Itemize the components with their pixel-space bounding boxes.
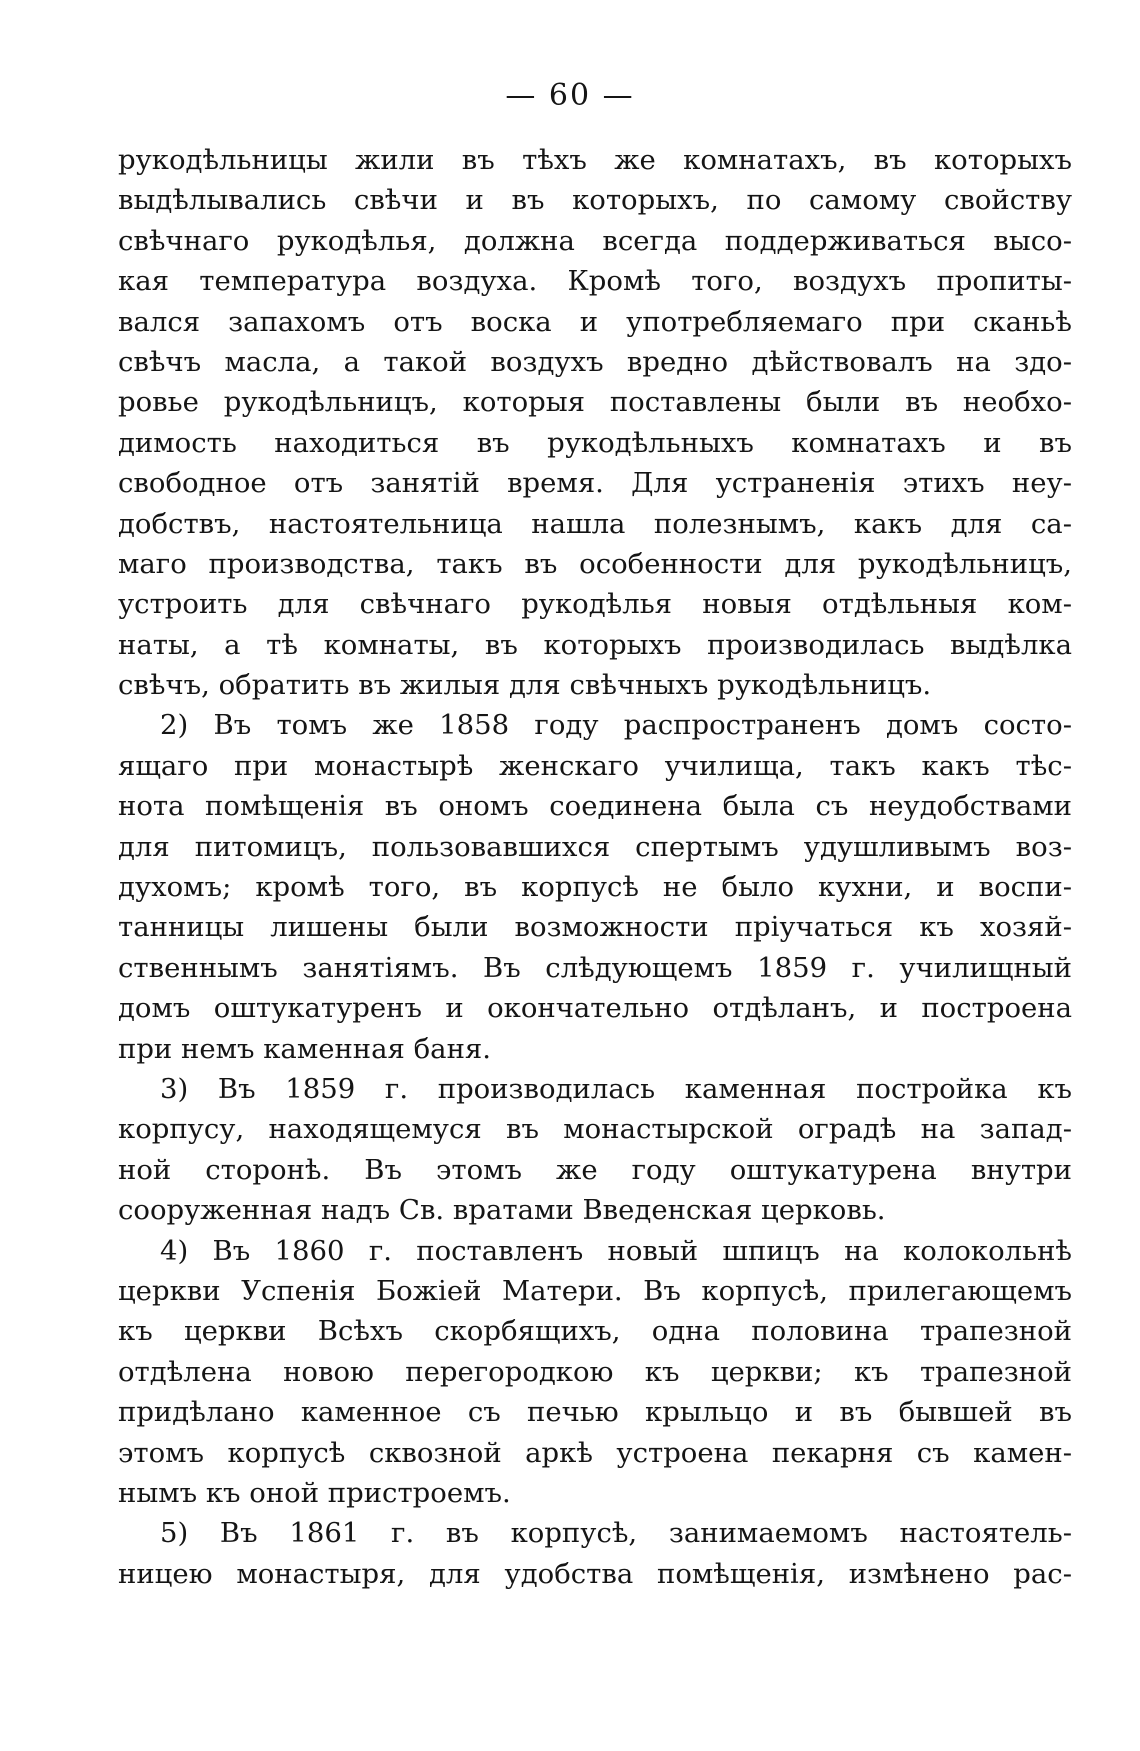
text-line: этомъ корпусѣ сквозной аркѣ устроена пекарня съ камен-	[118, 1436, 1072, 1469]
text-line: выдѣлывались свѣчи и въ которыхъ, по самому свойству	[118, 184, 1072, 217]
text-line: 2) Въ томъ же 1858 году распространенъ домъ состо-	[160, 709, 1072, 742]
text-line: кая температура воздуха. Кромѣ того, воздухъ пропиты-	[118, 265, 1072, 298]
text-line: отдѣлена новою перегородкою къ церкви; къ трапезной	[118, 1355, 1072, 1388]
text-line: наты, а тѣ комнаты, въ которыхъ производилась выдѣлка	[118, 628, 1072, 661]
text-line: сооруженная надъ Св. вратами Введенская церковь.	[118, 1194, 886, 1227]
text-line: ровье рукодѣльницъ, которыя поставлены были въ необхо-	[118, 386, 1072, 419]
text-line: димость находиться въ рукодѣльныхъ комнатахъ и въ	[118, 426, 1072, 459]
text-line: свободное отъ занятій время. Для устраненія этихъ неу-	[118, 467, 1072, 500]
text-line: ящаго при монастырѣ женскаго училища, такъ какъ тѣс-	[118, 749, 1072, 782]
text-line: маго производства, такъ въ особенности для рукодѣльницъ,	[118, 547, 1072, 580]
text-line: духомъ; кромѣ того, въ корпусѣ не было кухни, и воспи-	[118, 871, 1072, 904]
text-line: устроить для свѣчнаго рукодѣлья новыя отдѣльныя ком-	[118, 588, 1072, 621]
text-line: при немъ каменная баня.	[118, 1032, 491, 1065]
text-line: нымъ къ оной пристроемъ.	[118, 1476, 511, 1509]
text-line: ственнымъ занятіямъ. Въ слѣдующемъ 1859 г. училищный	[118, 951, 1072, 984]
body-text	[118, 140, 1072, 1594]
text-line: рукодѣльницы жили въ тѣхъ же комнатахъ, въ которыхъ	[118, 144, 1072, 176]
text-line: свѣчъ, обратить въ жилыя для свѣчныхъ рукодѣльницъ.	[118, 669, 932, 702]
page-number: — 60 —	[505, 78, 635, 113]
text-line: добствъ, настоятельница нашла полезнымъ, какъ для са-	[118, 507, 1072, 540]
text-line: церкви Успенія Божіей Матери. Въ корпусѣ, прилегающемъ	[118, 1274, 1072, 1307]
text-line: 5) Въ 1861 г. въ корпусѣ, занимаемомъ настоятель-	[160, 1517, 1072, 1550]
text-line: свѣчнаго рукодѣлья, должна всегда поддерживаться высо-	[118, 224, 1072, 257]
text-line: нота помѣщенія въ ономъ соединена была съ неудобствами	[118, 790, 1072, 823]
text-line: 3) Въ 1859 г. производилась каменная постройка къ	[160, 1072, 1072, 1105]
text-line: для питомицъ, пользовавшихся спертымъ удушливымъ воз-	[118, 830, 1072, 863]
text-line: свѣчъ масла, а такой воздухъ вредно дѣйствовалъ на здо-	[118, 345, 1072, 378]
text-line: ной сторонѣ. Въ этомъ же году оштукатурена внутри	[118, 1153, 1072, 1186]
text-line: ницею монастыря, для удобства помѣщенія, измѣнено рас-	[118, 1557, 1072, 1590]
text-line: корпусу, находящемуся въ монастырской оградѣ на запад-	[118, 1113, 1072, 1146]
text-line: вался запахомъ отъ воска и употребляемаго при сканьѣ	[118, 305, 1072, 338]
text-line: къ церкви Всѣхъ скорбящихъ, одна половина трапезной	[118, 1315, 1072, 1348]
text-line: придѣлано каменное съ печью крыльцо и въ бывшей въ	[118, 1396, 1072, 1429]
text-line: 4) Въ 1860 г. поставленъ новый шпицъ на колокольнѣ	[160, 1234, 1072, 1267]
text-line: домъ оштукатуренъ и окончательно отдѣланъ, и построена	[118, 992, 1072, 1025]
text-line: танницы лишены были возможности пріучаться къ хозяй-	[118, 911, 1072, 944]
